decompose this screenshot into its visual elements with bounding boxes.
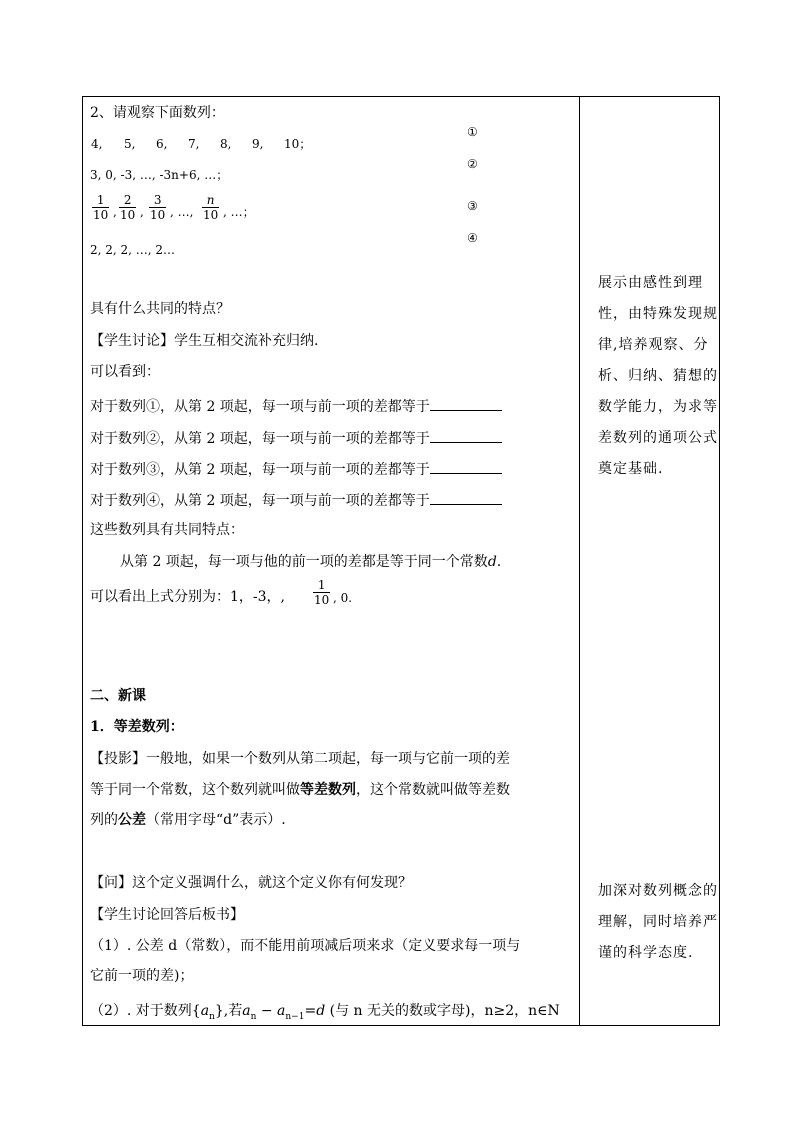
marker-3: ③ bbox=[467, 199, 478, 213]
seq3-fraction: $\frac{1}{10}$ bbox=[93, 193, 109, 222]
answer-blank[interactable] bbox=[430, 396, 502, 411]
question-prompt: 【问】这个定义强调什么，就这个定义你有何发现？ bbox=[90, 875, 412, 891]
point-1: （1）. 公差 d（常数），而不能用前项减后项来求（定义要求每一项与 bbox=[90, 938, 521, 954]
seq3-fraction: $\frac{2}{10}$ bbox=[120, 193, 136, 222]
observation-line: 对于数列①，从第 2 项起，每一项与前一项的差都等于 bbox=[90, 396, 502, 417]
point-1-cont: 它前一项的差)； bbox=[90, 968, 194, 984]
seq1-term: 6, bbox=[156, 137, 168, 151]
projection-line: 等于同一个常数，这个数列就叫做等差数列，这个常数就叫做等差数 bbox=[90, 782, 510, 798]
marker-2: ② bbox=[467, 157, 478, 171]
projection-line: 【投影】一般地，如果一个数列从第二项起，每一项与它前一项的差 bbox=[90, 751, 510, 767]
student-discussion: 【学生讨论】学生互相交流补充归纳. bbox=[90, 333, 319, 349]
sequence-4: 2, 2, 2, …, 2… bbox=[90, 243, 176, 257]
projection-line: 列的公差（常用字母“d”表示）. bbox=[90, 812, 286, 828]
answer-blank[interactable] bbox=[430, 459, 502, 474]
arithmetic-sequence-heading: 1．等差数列： bbox=[90, 719, 184, 735]
side-note-1: 展示由感性到理性，由特殊发现规律,培养观察、分析、归纳、猜想的数学能力，为求等差数列的通项公式奠定基础. bbox=[598, 275, 718, 477]
marker-4: ④ bbox=[467, 231, 478, 245]
new-lesson-heading: 二、新课 bbox=[90, 688, 146, 704]
seq1-term: 8, bbox=[220, 137, 232, 151]
seq1-term: 9, bbox=[252, 137, 264, 151]
answer-blank[interactable] bbox=[430, 428, 502, 443]
column-divider bbox=[579, 96, 580, 1026]
seq3-fraction: $\frac{3}{10}$ bbox=[150, 193, 166, 222]
can-see-label: 可以看到： bbox=[90, 364, 160, 380]
observation-line: 对于数列③，从第 2 项起，每一项与前一项的差都等于 bbox=[90, 459, 502, 480]
seq1-term: 10； bbox=[284, 137, 312, 151]
seq1-term: 5, bbox=[124, 137, 136, 151]
side-note-2: 加深对数列概念的理解，同时培养严谨的科学态度. bbox=[598, 883, 718, 961]
seq3-fraction: $\frac{n}{10}$ bbox=[203, 193, 219, 222]
common-feature-label: 这些数列具有共同特点： bbox=[90, 522, 244, 538]
common-feature-desc: 从第 2 项起，每一项与他的前一项的差都是等于同一个常数d. bbox=[120, 554, 502, 570]
question-text: 具有什么共同的特点？ bbox=[90, 301, 230, 317]
marker-1: ① bbox=[467, 125, 478, 139]
answer-blank[interactable] bbox=[430, 490, 502, 505]
sequence-2: 3, 0, -3, …, -3n+6, …； bbox=[90, 168, 229, 182]
point-2: （2）. 对于数列$\{a_n\}$,若$a_n - a_{n-1}=d$ (与 n 无关的数或字母)，n≥2，n∈N bbox=[90, 1003, 560, 1022]
board-note-label: 【学生讨论回答后板书】 bbox=[90, 907, 244, 923]
seq1-term: 4, bbox=[91, 137, 103, 151]
result-fraction: $\frac{1}{10}$ bbox=[314, 578, 330, 607]
seq1-term: 7, bbox=[188, 137, 200, 151]
observation-line: 对于数列②，从第 2 项起，每一项与前一项的差都等于 bbox=[90, 428, 502, 449]
section-title: 2、请观察下面数列： bbox=[90, 105, 225, 121]
observation-line: 对于数列④，从第 2 项起，每一项与前一项的差都等于 bbox=[90, 490, 502, 511]
